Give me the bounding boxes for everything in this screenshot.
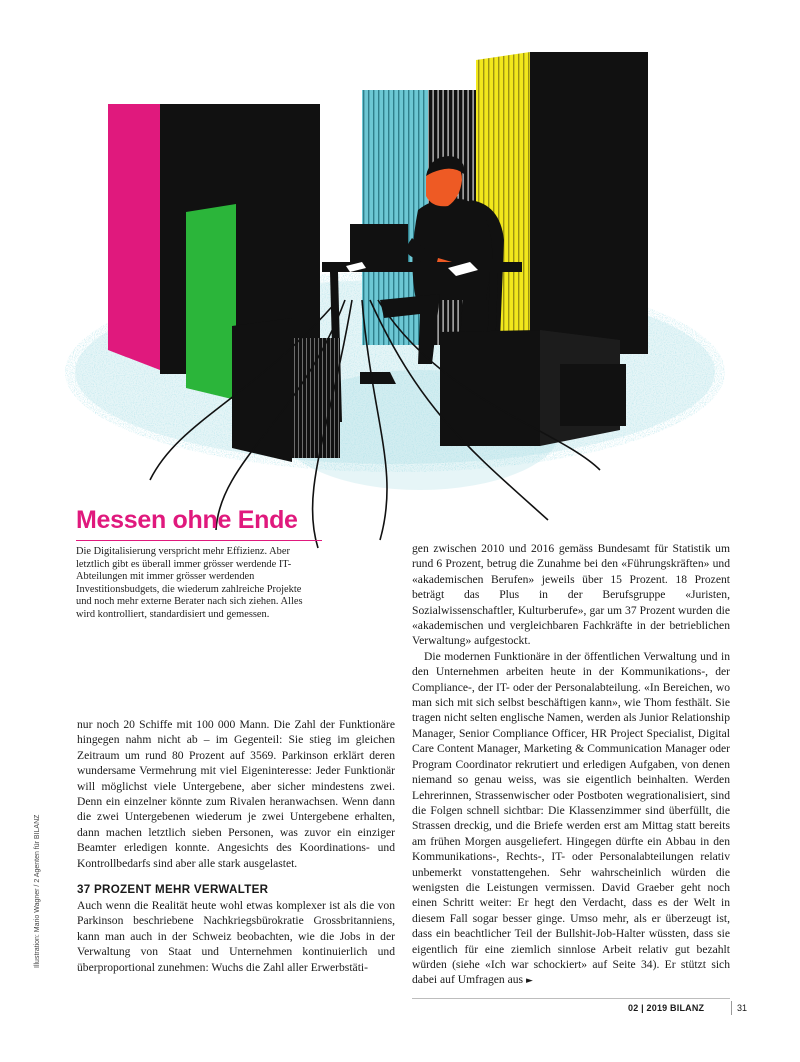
front-right-block <box>440 330 626 446</box>
right-paragraph-2-text: Die modernen Funktionäre in der öffentlichen Verwaltung und in den Unternehmen arbeiten heute in der Kommunikations-, der Compliance-, der IT- oder der Personalabteilung. «In Bereichen, wo man sich mit sich selbst beschäftigen kann», wie Thom festhält. Sie tragen nicht selten englische Namen, werden als Junior Relationship Manager, Senior Compliance Officer, HR Project Specialist, Digital Care Content Manager, Marketing & Communication Manager oder Program Coordinator rekrutiert und erledigen Aufgaben, von denen niemand so genau weiss, was sie eigentlich beinhalten. Werden Lehrerinnen, Strassenwischer oder Postboten wegrationalisiert, sind die Folgen schnell sichtbar: Die Klassenzimmer sind überfüllt, die Strassen dreckig, und die Briefe werden erst am Mittag statt bereits am frühen Morgen ausgeliefert. Hingegen dürfte ein Abbau in den Kommunikations-, Rechts-, IT- oder Personalabteilungen relativ unbemerkt vonstattengehen. Sehr wahrscheinlich würden die wenigsten die Leistungen vermissen. David Graeber geht noch einen Schritt weiter: Er hegt den Verdacht, dass es der Welt in diesem Fall sogar besser ginge. Umso mehr, als er überzeugt ist, dass ein beachtlicher Teil der Bullshit-Job-Halter wüssten, dass sie eigentlich für eine ziemlich sinnlose Arbeit relativ gut bezahlt würden (siehe «Ich war schockiert» auf Seite 34). Er stützt sich dabei auf Umfragen aus <box>412 649 730 987</box>
headline: Messen ohne Ende <box>76 506 298 534</box>
left-paragraph-2: Auch wenn die Realität heute wohl etwas komplexer ist als die von Parkinson beschriebene Nachkriegsbürokratie Grossbritanniens, kann man auch in der Schweiz beobachten, wie die Jobs in der Verwaltung von Staat und Unternehmen kontinuierlich und überproportional zunehmen: Wuchs die Zahl aller Erwerbstäti- <box>77 899 395 974</box>
page-number: 31 <box>737 1003 748 1013</box>
right-paragraph-2 <box>412 649 730 990</box>
footer-issue: 02 | 2019 BILANZ <box>628 1003 705 1013</box>
subheading: 37 PROZENT MEHR VERWALTER <box>77 883 269 897</box>
left-paragraph-1: nur noch 20 Schiffe mit 100 000 Mann. Die Zahl der Funktionäre hingegen nahm nicht ab – im Gegenteil: Sie stieg im gleichen Zeitraum um rund 80 Prozent auf 3569. Parkinson erklärt deren wundersame Vermehrung mit viel Eigeninteresse: Jeder Funktionär will möglichst viele Untergebene, aber sicher mindestens zwei. Denn ein einzelner könnte zum Rivalen heranwachsen. Wenn dann die zwei Untergebenen wiederum je zwei Untergebene erhalten, dann machen letztlich sieben Personen, was zuvor ein einziger Beamter erledigen konnte. Angesichts des Koordinations- und Kontrollbedarfs sind aber alle stark ausgelastet. <box>77 718 395 870</box>
footer-rule <box>412 998 730 999</box>
lead-text: Die Digitalisierung verspricht mehr Effizienz. Aber letztlich gibt es überall immer grösser werdende IT-Abteilungen mit immer grösser werdenden Investitionsbudgets, die wiederum zahlreiche Projekte und noch mehr externe Berater nach sich ziehen. Alles wird kontrolliert, standardisiert und gemessen. <box>76 546 303 620</box>
footer-separator <box>731 1001 732 1015</box>
continue-arrow-icon: ► <box>525 976 533 987</box>
right-column <box>412 541 730 990</box>
right-paragraph-1: gen zwischen 2010 und 2016 gemäss Bundesamt für Statistik um rund 6 Prozent, betrug die Zunahme bei den «Führungskräften» und «akademischen Berufen» jeweils über 15 Prozent. 18 Prozent beträgt das Plus in der Berufsgruppe «Juristen, Sozialwissenschaftler, Kulturberufe», gar um 37 Prozent wurden die «akademischen und vergleichbaren Fachkräfte in der betrieblichen Verwaltung» aufgestockt. <box>412 542 730 648</box>
headline-rule <box>76 540 322 541</box>
illustration-credit: Illustration: Mario Wagner / 2 Agenten für BILANZ <box>34 814 41 968</box>
yellow-block <box>476 52 648 354</box>
left-column <box>77 717 395 975</box>
front-left-block <box>232 318 340 462</box>
